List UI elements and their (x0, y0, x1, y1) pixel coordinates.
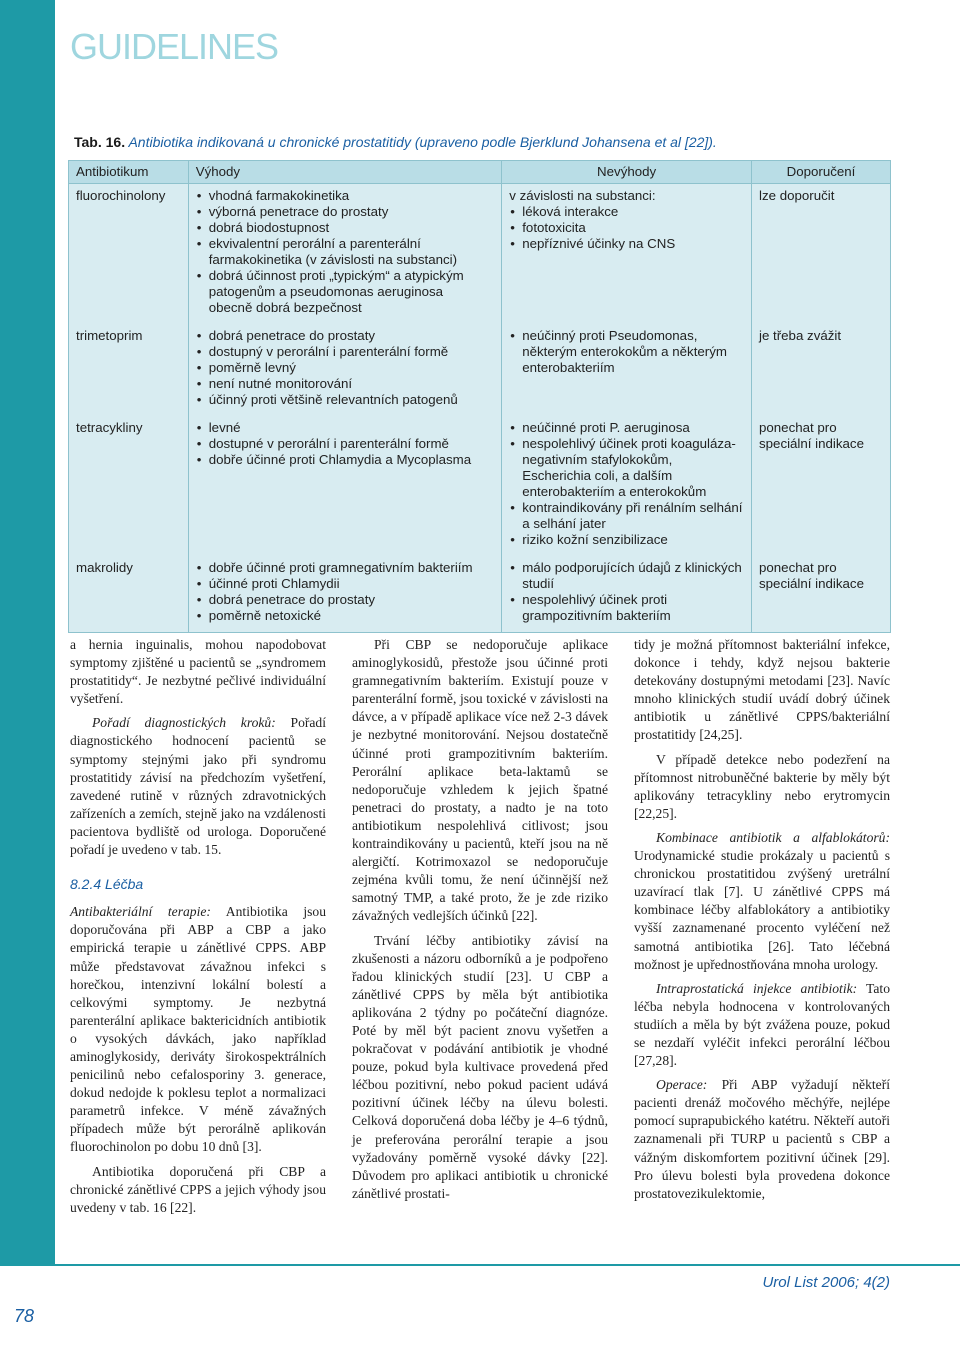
list-item: • dobrá účinnost proti „typickým“ a atypickým patogenům a pseudomonas aeruginosa (196, 268, 495, 300)
body-column-right (634, 636, 890, 1209)
table-row (69, 556, 891, 633)
cell-advantages (188, 556, 502, 633)
list-item: • fototoxicita (509, 220, 744, 236)
cell-advantages (188, 416, 502, 556)
paragraph-lead: Kombinace antibiotik a alfablokátorů: (656, 829, 890, 845)
paragraph-lead: Intraprostatická injekce antibiotik: (656, 980, 858, 996)
paragraph-text: Pořadí diagnostického hodnocení pacientů se symptomy stejnými jako při syndromu prostatitidy závisí na předchozím vyšetření, zavedené rutině v různých zdravotnických zařízeních a zemích, stejně jako na vzdálenosti pacientova bydliště od urologa. Doporučené pořadí je uvedeno v tab. 15. (70, 715, 326, 858)
cell-antibiotic: makrolidy (69, 556, 189, 633)
list-item: • kontraindikovány při renálním selhání a selhání jater (509, 500, 744, 532)
cell-recommendation: ponechat pro speciální indikace (752, 556, 891, 633)
list-item: • dostupný v perorální i parenterální formě (196, 344, 495, 360)
footer-rule (0, 1264, 960, 1266)
list-item: • léková interakce (509, 204, 744, 220)
cell-recommendation: lze doporučit (752, 184, 891, 325)
header-antibiotic: Antibiotikum (69, 161, 189, 184)
paragraph: V případě detekce nebo podezření na přítomnost nitrobuněčné bakterie by měly být aplikovány tetracykliny nebo erytromycin [22,25]. (634, 751, 890, 821)
paragraph-text: Antibiotika jsou doporučována při ABP a CBP a jako empirická terapie u zánětlivé CPPS. ABP může představovat závažnou infekci s horečkou, intenzivní lokální bolestí a celkovými symptomy. Je nezbytná parenterální aplikace baktericidních antibiotik o vysokých dávkách, jako například aminoglykosidy, deriváty širokospektrálních penicilinů nebo cefalosporiny 3. generace, dokud nedojde k poklesu teplot a normalizaci parametrů infekce. V méně závažných případech může být perorálně aplikován fluorochinolon po dobu 10 dnů [3]. (70, 904, 326, 1155)
list-item: • dobře účinné proti Chlamydia a Mycoplasma (196, 452, 495, 468)
section-number: 8.2.4 (70, 876, 102, 893)
section-header-title: GUIDELINES (70, 26, 279, 67)
paragraph-text: Při ABP vyžadují někteří pacienti drenáž močového měchýře, nejlépe pomocí suprapubického katétru. Někteří autoři zaznamenali při TURP u pacientů s CBP a vážným diskomfortem pozitivní účinek [29]. Pro úlevu bolesti byla provedena dokonce prostatovezikulektomie, (634, 1077, 890, 1201)
table-number: Tab. 16. (74, 134, 126, 150)
antibiotics-table (68, 160, 891, 633)
list-item: • neúčinné proti P. aeruginosa (509, 420, 744, 436)
list-item: • nespolehlivý účinek proti koaguláza-negativním stafylokokům, Escherichia coli, a dalším enterobakteriím a enterokokům (509, 436, 744, 500)
list-item: • poměrně netoxické (196, 608, 495, 624)
cell-advantages (188, 184, 502, 325)
list-item: obecně dobrá bezpečnost (208, 300, 362, 315)
list-item: • výborná penetrace do prostaty (196, 204, 495, 220)
list-item: • dobrá penetrace do prostaty (196, 328, 495, 344)
section-heading (70, 875, 326, 893)
list-item: • dostupné v perorální i parenterální formě (196, 436, 495, 452)
list-item: • riziko kožní senzibilizace (509, 532, 744, 548)
table-caption (74, 134, 934, 150)
paragraph (634, 980, 890, 1070)
paragraph-text: Tato léčba nebyla hodnocena v kontrolovaných studiích a měla by být zvážena pouze, pokud se nezdaří vyléčit infekci perorální léčbou [27,28]. (634, 980, 890, 1069)
paragraph: Při CBP se nedoporučuje aplikace aminoglykosidů, přestože jsou účinné proti gramnegativním bakteriím. Existují pouze v parenterální formě, jsou toxické v závislosti na dávce, a v případě aplikace více než 2-3 dávek je nezbytné monitorování. Nejsou dostatečně účinné proti grampozitivním bakteriím. Perorální aplikace beta-laktamů se nedoporučuje vzhledem k jejich špatné penetraci do prostaty, a nadto je na toto antibiotikum nespolehlivá citlivost; jsou kontraindikovány u pacientů, kteří jsou na ně alergičtí. Kotrimoxazol se nedoporučuje zejména kvůli tomu, že není účinnější než samotný TMP, a také proto, že je zde riziko závažných vedlejších účinků [22]. (352, 637, 608, 924)
list-item: • levné (196, 420, 495, 436)
table-row (69, 416, 891, 556)
list-item: • ekvivalentní perorální a parenterální farmakokinetika (v závislosti na substanci) (196, 236, 495, 268)
paragraph: Antibiotika doporučená při CBP a chronické zánětlivé CPPS a jejich výhody jsou uvedeny v tab. 16 [22]. (70, 1163, 326, 1215)
paragraph: tidy je možná přítomnost bakteriální infekce, dokonce i tehdy, když nejsou bakterie detekovány dostupnými metodami [23]. Navíc mnoho klinických studií uvádí dobrý účinek antibiotik u zánětlivé CPPS/bakteriální prostatitidy [24,25]. (634, 637, 890, 743)
list-item: • účinné proti Chlamydii (196, 576, 495, 592)
header-advantages: Výhody (188, 161, 502, 184)
cell-disadvantages (502, 324, 752, 416)
body-column-middle (352, 636, 608, 1209)
journal-citation: Urol List 2006; 4(2) (762, 1274, 890, 1291)
header-recommendation: Doporučení (752, 161, 891, 184)
header-disadvantages: Nevýhody (502, 161, 752, 184)
list-item: • dobrá biodostupnost (196, 220, 495, 236)
list-item: • účinný proti většině relevantních patogenů (196, 392, 495, 408)
cell-recommendation: ponechat pro speciální indikace (752, 416, 891, 556)
cell-disadvantages (502, 556, 752, 633)
list-item: • málo podporujících údajů z klinických studií (509, 560, 744, 592)
paragraph (634, 829, 890, 974)
paragraph (634, 1076, 890, 1203)
cell-disadvantages (502, 184, 752, 325)
cell-antibiotic: tetracykliny (69, 416, 189, 556)
cell-disadvantages (502, 416, 752, 556)
list-item: • neúčinný proti Pseudomonas, některým enterokokům a některým enterobakteriím (509, 328, 744, 376)
table-header-row (69, 161, 891, 184)
list-item: • nepříznivé účinky na CNS (509, 236, 744, 252)
list-item: • vhodná farmakokinetika (196, 188, 495, 204)
list-item: • nespolehlivý účinek proti grampozitivním bakteriím (509, 592, 744, 624)
paragraph (70, 714, 326, 859)
paragraph-lead: Antibakteriální terapie: (70, 904, 211, 920)
paragraph (70, 903, 326, 1156)
table-row (69, 324, 891, 416)
table-caption-text: Antibiotika indikovaná u chronické prostatitidy (upraveno podle Bjerklund Johansena et al [22]). (125, 134, 717, 150)
cell-advantages (188, 324, 502, 416)
page-number: 78 (14, 1306, 35, 1326)
paragraph-text: Urodynamické studie prokázaly u pacientů s chronickou prostatitidou zvýšený uretrální uzavírací tlak [7]. U zánětlivé CPPS má kombinace léčby alfablokátory a antibiotiky vyšší zaznamenané procento vyléčení než samotná antibiotika [26]. Tato léčebná možnost je upřednostňována mnoha urology. (634, 848, 890, 972)
disadvantages-intro: v závislosti na substanci: (509, 188, 656, 203)
body-column-left (70, 636, 326, 1223)
left-accent-band (0, 0, 55, 1264)
paragraph-lead: Pořadí diagnostických kroků: (92, 715, 276, 731)
list-item: • dobrá penetrace do prostaty (196, 592, 495, 608)
paragraph: a hernia inguinalis, mohou napodobovat symptomy zjištěné u pacientů se „syndromem prostatitidy“. Je nezbytné pečlivé individuální vyšetření. (70, 637, 326, 707)
paragraph: Trvání léčby antibiotiky závisí na zkušenosti a názoru odborníků a je podpořeno řadou klinických studií [23]. U CBP a zánětlivé CPPS by měla být antibiotika aplikována 2 týdny po počáteční diagnóze. Poté by měl být pacient znovu vyšetřen a pokračovat v podávání antibiotik je vhodné pouze, pokud byla kultivace provedená před léčbou pozitivní, nebo pokud pacient udává pozitivní účinek léčby na úlevu bolesti. Celková doporučená doba léčby je 4–6 týdnů, je preferována perorální terapie a jsou vyžadovány poměrně vysoké dávky [22]. Důvodem pro aplikaci antibiotik u chronické zánětlivé prostati- (352, 932, 608, 1201)
cell-antibiotic: trimetoprim (69, 324, 189, 416)
list-item: • není nutné monitorování (196, 376, 495, 392)
list-item: • dobře účinné proti gramnegativním bakteriím (196, 560, 495, 576)
list-item: • poměrně levný (196, 360, 495, 376)
paragraph-lead: Operace: (656, 1077, 708, 1093)
table-row (69, 184, 891, 325)
section-title: Léčba (101, 876, 144, 893)
cell-antibiotic: fluorochinolony (69, 184, 189, 325)
cell-recommendation: je třeba zvážit (752, 324, 891, 416)
